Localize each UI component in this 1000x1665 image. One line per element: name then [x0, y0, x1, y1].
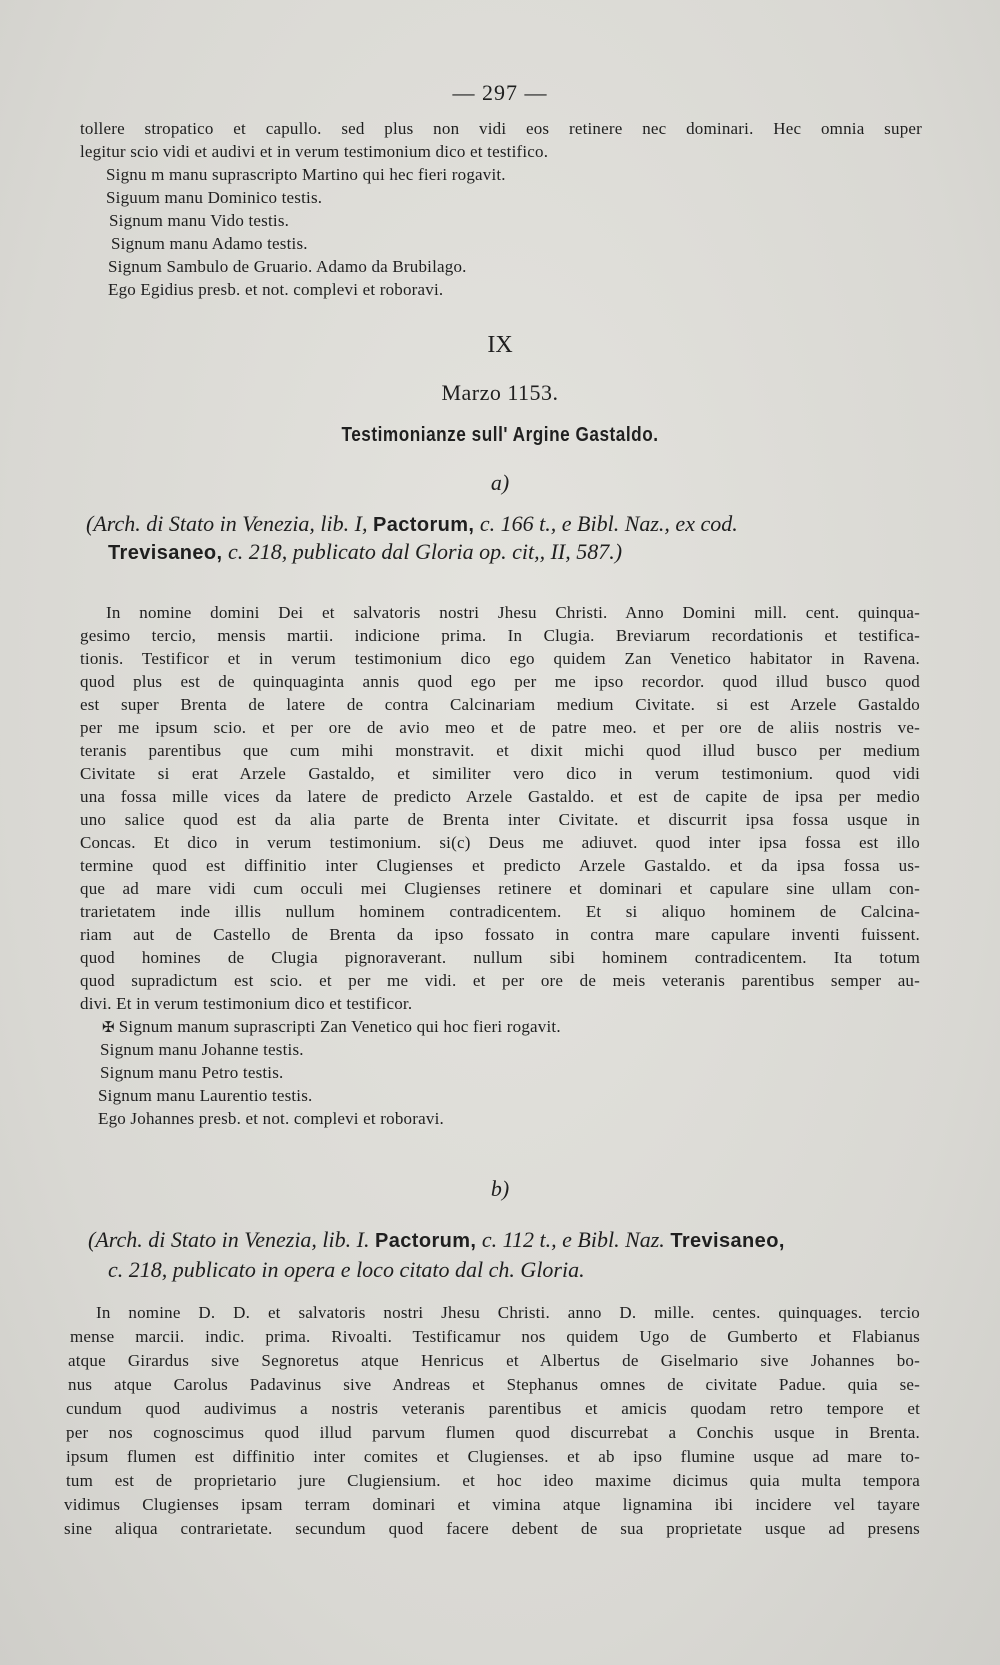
citation-text: (Arch. di Stato in Venezia, lib. I.	[88, 1227, 375, 1252]
text-line: que ad mare vidi cum occuli mei Clugienses retinere et dominari et capulare sine ullam con-	[80, 879, 920, 898]
text-line: Civitate si erat Arzele Gastaldo, et similiter vero dico in verum testimonium. quod vidi	[80, 764, 920, 783]
text-line: cundum quod audivimus a nostris veteranis parentibus et amicis quodam retro tempore et	[66, 1399, 920, 1418]
text-line: mense marcii. indic. prima. Rivoalti. Testificamur nos quidem Ugo de Gumberto et Flabianus	[70, 1327, 920, 1346]
text-line: tollere stropatico et capullo. sed plus non vidi eos retinere nec dominari. Hec omnia super	[80, 119, 922, 138]
signature-line: Signum manu Vido testis.	[109, 211, 290, 230]
text-line: tum est de proprietario jure Clugiensium. et hoc ideo maxime dicimus quia multa tempora	[66, 1471, 920, 1490]
text-line: sine aliqua contrarietate. secundum quod facere debent de sua proprietate usque ad presens	[64, 1519, 920, 1538]
signature-line: Signum manu Laurentio testis.	[98, 1086, 313, 1105]
text-line: Concas. Et dico in verum testimonium. si(c) Deus me adiuvet. quod inter ipsa fossa est illo	[80, 833, 920, 852]
citation-bold: Pactorum,	[374, 1230, 477, 1252]
section-number: IX	[487, 332, 513, 358]
text-line: est super Brenta de latere de contra Calcinariam medium Civitate. si est Arzele Gastaldo	[80, 695, 920, 714]
source-citation: c. 218, publicato in opera e loco citato dal ch. Gloria.	[108, 1257, 585, 1282]
text-line: per nos cognoscimus quod illud parvum flumen quod discurrebat a Conchis usque in Brenta.	[66, 1423, 920, 1442]
section-title: Testimonianze sull' Argine Gastaldo.	[341, 424, 659, 446]
signature-line: Signum manu Johanne testis.	[100, 1040, 304, 1059]
text-line: una fossa mille vices da latere de predicto Arzele Gastaldo. et est de capite de ipsa per medio	[80, 787, 920, 806]
text-line: quod plus est de quinquaginta annis quod ego per me ipso recordor. quod illud busco quod	[80, 672, 920, 691]
citation-bold: Trevisaneo,	[108, 542, 223, 564]
signature-line: Signu m manu suprascripto Martino qui hec fieri rogavit.	[106, 165, 506, 184]
citation-text: c. 166 t., e Bibl. Naz., ex cod.	[474, 511, 738, 536]
text-line: termine quod est diffinitio inter Clugienses et predicto Arzele Gastaldo. et da ipsa fossa us-	[80, 856, 920, 875]
signature-line: Ego Egidius presb. et not. complevi et roboravi.	[108, 280, 444, 299]
text-line: ipsum flumen est diffinitio inter comites et Clugienses. et ab ipso flumine usque ad mare to-	[66, 1447, 920, 1466]
text-line: gesimo tercio, mensis martii. indicione prima. In Clugia. Breviarum recordationis et testifica-	[80, 626, 920, 645]
text-line: uno salice quod est da alia parte de Brenta inter Civitate. et discurrit ipsa fossa usque in	[80, 810, 920, 829]
text-line: nus atque Carolus Padavinus sive Andreas et Stephanus omnes de civitate Padue. quia se-	[68, 1375, 920, 1394]
text-line: legitur scio vidi et audivi et in verum testimonium dico et testifico.	[80, 142, 549, 161]
text-line: quod homines de Clugia pignoraverant. nullum sibi hominem contradicentem. Ita totum	[80, 948, 920, 967]
text-line: vidimus Clugienses ipsam terram dominari et vimina atque lignamina ibi incidere vel tayare	[64, 1495, 920, 1514]
part-b-label: b)	[490, 1176, 510, 1201]
text-line: In nomine domini Dei et salvatoris nostri Jhesu Christi. Anno Domini mill. cent. quinqua-	[106, 603, 920, 622]
text-line: riam aut de Castello de Brenta da ipso fossato in contra mare capulare inventi fuissent.	[80, 925, 920, 944]
text-line: teranis parentibus que cum mihi monstravit. et dixit michi quod illud busco per medium	[80, 741, 920, 760]
citation-text: (Arch. di Stato in Venezia, lib. I,	[86, 511, 373, 536]
citation-bold: Pactorum,	[372, 514, 475, 536]
source-citation	[88, 1226, 785, 1255]
signature-line: Ego Johannes presb. et not. complevi et roboravi.	[98, 1109, 444, 1128]
citation-text: c. 112 t., e Bibl. Naz.	[476, 1227, 671, 1252]
source-citation	[86, 510, 738, 539]
page-number: — 297 —	[452, 80, 548, 105]
text-line: In nomine D. D. et salvatoris nostri Jhesu Christi. anno D. mille. centes. quinquages. tercio	[96, 1303, 920, 1322]
citation-bold: Trevisaneo,	[670, 1230, 785, 1252]
text-line: tionis. Testificor et in verum testimonium dico ego quidem Zan Venetico habitator in Ravena.	[80, 649, 920, 668]
signature-line: Signum manu Adamo testis.	[111, 234, 308, 253]
text-line: atque Girardus sive Segnoretus atque Henricus et Albertus de Giselmario sive Johannes bo-	[68, 1351, 920, 1370]
text-line: quod supradictum est scio. et per me vidi. et per ore de meis veteranis parentibus semper au-	[80, 971, 920, 990]
text-line: per me ipsum scio. et per ore de avio meo et de patre meo. et per ore de aliis nostris ve-	[80, 718, 920, 737]
signature-line: Siguum manu Dominico testis.	[106, 188, 323, 207]
text-line: divi. Et in verum testimonium dico et testificor.	[80, 994, 413, 1013]
text-line: trarietatem inde illis nullum hominem contradicentem. Et si aliquo hominem de Calcina-	[80, 902, 920, 921]
signature-line	[102, 1016, 561, 1039]
cross-icon: ✠	[102, 1020, 115, 1036]
section-date: Marzo 1153.	[441, 380, 559, 405]
citation-text: c. 218, publicato dal Gloria op. cit,, II, 587.)	[222, 539, 623, 564]
source-citation	[108, 538, 622, 567]
signature-text: Signum manum suprascripti Zan Venetico qui hoc fieri rogavit.	[118, 1017, 561, 1036]
signature-line: Signum manu Petro testis.	[100, 1063, 284, 1082]
part-a-label: a)	[490, 470, 510, 495]
signature-line: Signum Sambulo de Gruario. Adamo da Brubilago.	[108, 257, 467, 276]
